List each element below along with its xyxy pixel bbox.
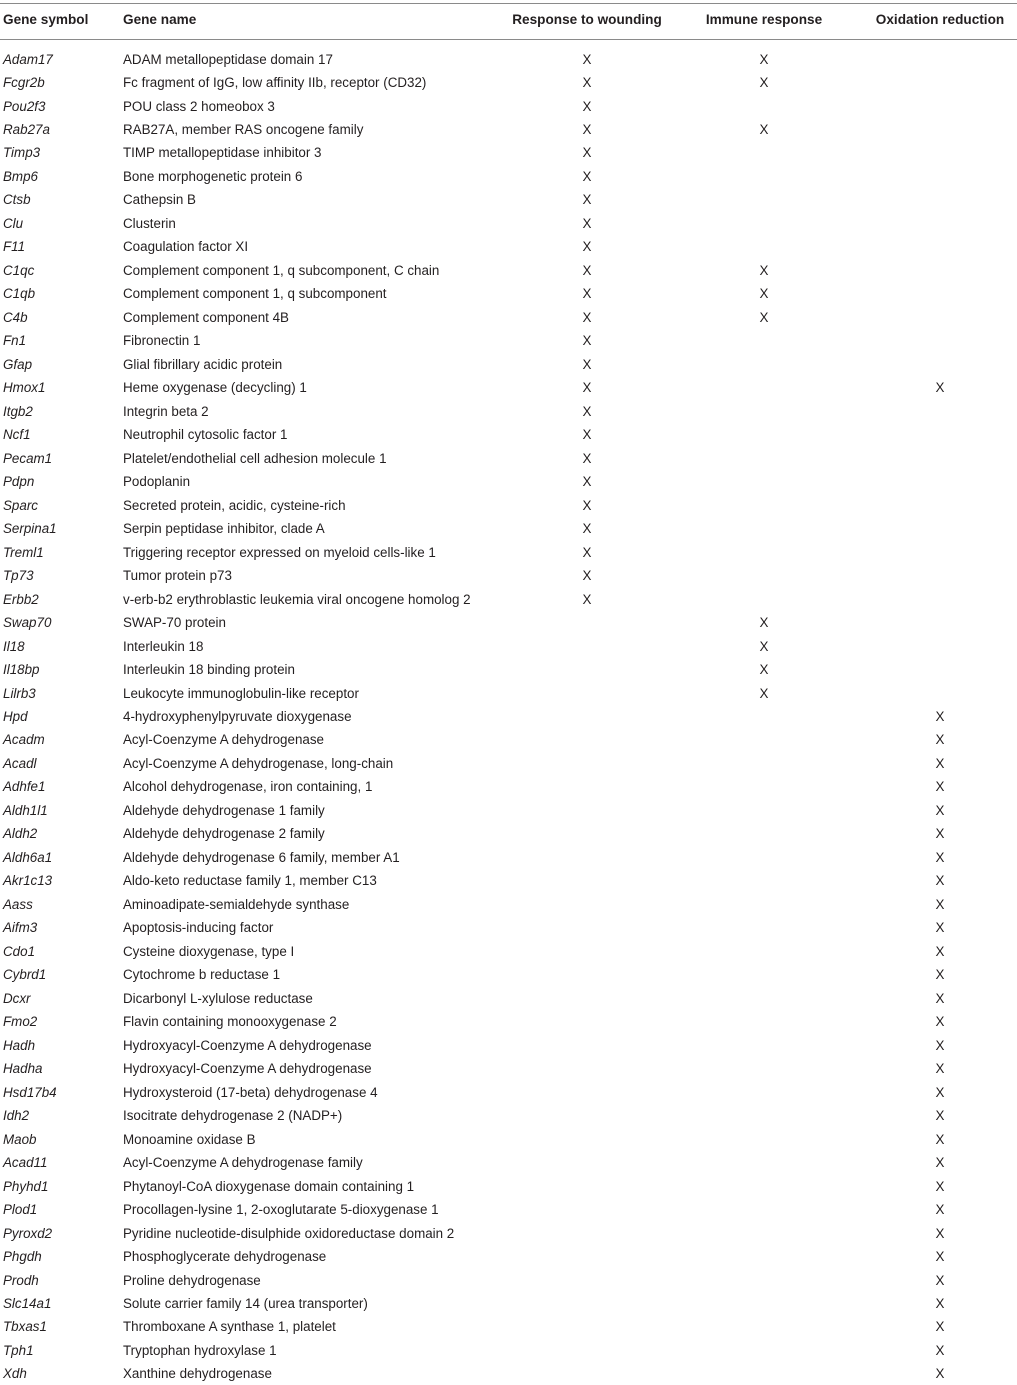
response-to-wounding-mark: X (582, 215, 592, 231)
response-to-wounding-mark: X (582, 286, 592, 302)
gene-name: Fc fragment of IgG, low affinity IIb, receptor (CD32) (123, 75, 427, 90)
table-row (0, 963, 1017, 986)
gene-symbol: C4b (3, 309, 28, 325)
table-row (0, 95, 1017, 118)
table-row (0, 611, 1017, 634)
gene-symbol: Idh2 (3, 1108, 30, 1124)
gene-symbol: Akr1c13 (3, 873, 53, 889)
gene-name: Flavin containing monooxygenase 2 (123, 1014, 337, 1030)
response-to-wounding-mark: X (582, 98, 592, 114)
oxidation-reduction-mark: X (935, 1319, 945, 1335)
gene-name: Interleukin 18 (123, 638, 204, 654)
table-row (0, 1151, 1017, 1174)
gene-symbol: Il18 (3, 638, 25, 654)
gene-symbol: Acadm (3, 732, 45, 748)
gene-name: TIMP metallopeptidase inhibitor 3 (123, 145, 322, 161)
gene-symbol: Swap70 (3, 615, 52, 630)
immune-response-mark: X (759, 75, 769, 90)
gene-name: Aldehyde dehydrogenase 1 family (123, 802, 325, 818)
gene-symbol: Pyroxd2 (3, 1225, 53, 1241)
gene-name: Cytochrome b reductase 1 (123, 967, 281, 983)
gene-name: Clusterin (123, 215, 176, 231)
response-to-wounding-mark: X (582, 521, 592, 537)
table-row (0, 282, 1017, 305)
gene-symbol: Aldh1l1 (3, 802, 48, 818)
oxidation-reduction-mark: X (935, 943, 945, 959)
table-row (0, 447, 1017, 470)
gene-symbol: Phgdh (3, 1249, 42, 1264)
gene-symbol: Aifm3 (3, 920, 38, 936)
table-row (0, 353, 1017, 376)
response-to-wounding-mark: X (582, 121, 592, 137)
oxidation-reduction-mark: X (935, 1295, 945, 1311)
oxidation-reduction-mark: X (935, 732, 945, 748)
table-row (0, 306, 1017, 329)
header-immune-response: Immune response (705, 12, 823, 27)
gene-symbol: Acad11 (3, 1155, 48, 1171)
gene-symbol: Slc14a1 (3, 1295, 52, 1311)
response-to-wounding-mark: X (582, 450, 592, 466)
table-row (0, 1292, 1017, 1315)
gene-symbol: Tph1 (3, 1342, 34, 1358)
oxidation-reduction-mark: X (935, 380, 945, 396)
table-row (0, 635, 1017, 658)
gene-name: Acyl-Coenzyme A dehydrogenase (123, 732, 324, 748)
response-to-wounding-mark: X (582, 380, 592, 396)
table-row (0, 118, 1017, 141)
gene-name: Cysteine dioxygenase, type I (123, 943, 295, 959)
gene-name: Apoptosis-inducing factor (123, 920, 274, 936)
table-row (0, 423, 1017, 446)
gene-name: Neutrophil cytosolic factor 1 (123, 427, 288, 443)
table-row (0, 1034, 1017, 1057)
table-row (0, 329, 1017, 352)
gene-name: Tryptophan hydroxylase 1 (123, 1342, 277, 1358)
oxidation-reduction-mark: X (935, 779, 945, 795)
table-row (0, 1222, 1017, 1245)
gene-name: Thromboxane A synthase 1, platelet (123, 1319, 336, 1335)
table-row (0, 494, 1017, 517)
oxidation-reduction-mark: X (935, 849, 945, 865)
immune-response-mark: X (759, 615, 769, 630)
oxidation-reduction-mark: X (935, 1342, 945, 1358)
gene-name: Triggering receptor expressed on myeloid cells-like 1 (123, 544, 436, 560)
oxidation-reduction-mark: X (935, 1366, 945, 1382)
table-row (0, 564, 1017, 587)
gene-name: Xanthine dehydrogenase (123, 1366, 272, 1382)
table-row (0, 893, 1017, 916)
header-gene-symbol: Gene symbol (3, 12, 89, 27)
table-row (0, 728, 1017, 751)
table-row (0, 1269, 1017, 1292)
gene-symbol: Hadh (3, 1037, 36, 1053)
table-row (0, 1010, 1017, 1033)
table-row (0, 799, 1017, 822)
gene-symbol: Dcxr (3, 990, 31, 1006)
table-row (0, 916, 1017, 939)
oxidation-reduction-mark: X (935, 1155, 945, 1171)
response-to-wounding-mark: X (582, 262, 592, 278)
oxidation-reduction-mark: X (935, 1014, 945, 1030)
gene-name: Heme oxygenase (decycling) 1 (123, 380, 307, 396)
gene-name: Integrin beta 2 (123, 403, 209, 419)
response-to-wounding-mark: X (582, 168, 592, 184)
immune-response-mark: X (759, 685, 769, 701)
oxidation-reduction-mark: X (935, 1131, 945, 1147)
gene-name: Podoplanin (123, 474, 191, 490)
gene-symbol: Maob (3, 1131, 37, 1147)
response-to-wounding-mark: X (582, 239, 592, 255)
response-to-wounding-mark: X (582, 192, 592, 208)
oxidation-reduction-mark: X (935, 755, 945, 771)
table-row (0, 259, 1017, 282)
gene-name: Leukocyte immunoglobulin-like receptor (123, 685, 359, 701)
gene-symbol: Cybrd1 (3, 967, 47, 983)
gene-name: Secreted protein, acidic, cysteine-rich (123, 497, 346, 513)
gene-name: Proline dehydrogenase (123, 1272, 261, 1288)
oxidation-reduction-mark: X (935, 1084, 945, 1100)
response-to-wounding-mark: X (582, 75, 592, 90)
table-row (0, 517, 1017, 540)
gene-name: Tumor protein p73 (123, 568, 232, 584)
table-row (0, 1175, 1017, 1198)
table-row (0, 822, 1017, 845)
table-row (0, 775, 1017, 798)
gene-name: v-erb-b2 erythroblastic leukemia viral oncogene homolog 2 (123, 591, 471, 607)
oxidation-reduction-mark: X (935, 1272, 945, 1288)
table-row (0, 400, 1017, 423)
oxidation-reduction-mark: X (935, 826, 945, 842)
gene-name: Aldo-keto reductase family 1, member C13 (123, 873, 377, 889)
gene-name: Solute carrier family 14 (urea transporter) (123, 1295, 368, 1311)
table-row (0, 1198, 1017, 1221)
gene-symbol: Ncf1 (3, 427, 31, 443)
gene-symbol: Serpina1 (3, 521, 57, 537)
immune-response-mark: X (759, 638, 769, 654)
gene-symbol: Bmp6 (3, 168, 38, 184)
table-row (0, 235, 1017, 258)
gene-symbol: Pecam1 (3, 450, 53, 466)
gene-symbol: Timp3 (3, 145, 41, 161)
immune-response-mark: X (759, 262, 769, 278)
gene-symbol: Adhfe1 (3, 779, 46, 795)
gene-symbol: Sparc (3, 497, 38, 513)
gene-name: Alcohol dehydrogenase, iron containing, 1 (123, 779, 373, 795)
response-to-wounding-mark: X (582, 568, 592, 584)
response-to-wounding-mark: X (582, 427, 592, 443)
gene-name: Complement component 1, q subcomponent (123, 286, 387, 302)
gene-symbol: Hsd17b4 (3, 1084, 57, 1100)
header-oxidation-reduction: Oxidation reduction (875, 12, 1005, 27)
table-header-rule (0, 39, 1017, 40)
gene-symbol: Aldh2 (3, 826, 38, 842)
table-row (0, 1339, 1017, 1362)
gene-name: Serpin peptidase inhibitor, clade A (123, 521, 325, 537)
response-to-wounding-mark: X (582, 145, 592, 161)
response-to-wounding-mark: X (582, 497, 592, 513)
gene-name: 4-hydroxyphenylpyruvate dioxygenase (123, 708, 352, 724)
gene-symbol: Fmo2 (3, 1014, 38, 1030)
gene-symbol: Plod1 (3, 1202, 38, 1217)
header-gene-name: Gene name (123, 12, 197, 27)
gene-name: Aldehyde dehydrogenase 2 family (123, 826, 325, 842)
gene-name: Acyl-Coenzyme A dehydrogenase, long-chain (123, 755, 394, 771)
header-response-to-wounding: Response to wounding (512, 12, 662, 27)
oxidation-reduction-mark: X (935, 1108, 945, 1124)
gene-symbol: Cdo1 (3, 943, 36, 959)
gene-symbol: Fn1 (3, 333, 27, 349)
response-to-wounding-mark: X (582, 474, 592, 490)
gene-name: Hydroxysteroid (17-beta) dehydrogenase 4 (123, 1084, 378, 1100)
table-row (0, 212, 1017, 235)
table-row (0, 141, 1017, 164)
gene-name: Pyridine nucleotide-disulphide oxidoreductase domain 2 (123, 1225, 455, 1241)
table-row (0, 1245, 1017, 1268)
oxidation-reduction-mark: X (935, 1225, 945, 1241)
oxidation-reduction-mark: X (935, 1249, 945, 1264)
gene-name: Interleukin 18 binding protein (123, 662, 295, 677)
table-row (0, 1104, 1017, 1127)
gene-symbol: Aass (3, 896, 33, 912)
gene-name: SWAP-70 protein (123, 615, 226, 630)
gene-symbol: Lilrb3 (3, 685, 36, 701)
oxidation-reduction-mark: X (935, 1061, 945, 1077)
table-row (0, 987, 1017, 1010)
oxidation-reduction-mark: X (935, 708, 945, 724)
table-row (0, 752, 1017, 775)
gene-name: RAB27A, member RAS oncogene family (123, 121, 364, 137)
gene-symbol: F11 (3, 239, 26, 255)
gene-symbol: Adam17 (3, 51, 53, 67)
table-row (0, 588, 1017, 611)
gene-name: Phosphoglycerate dehydrogenase (123, 1249, 327, 1264)
table-row (0, 188, 1017, 211)
oxidation-reduction-mark: X (935, 1178, 945, 1194)
gene-symbol: Fcgr2b (3, 75, 45, 90)
table-header-row (0, 8, 1017, 31)
table-row (0, 1057, 1017, 1080)
gene-name: Procollagen-lysine 1, 2-oxoglutarate 5-dioxygenase 1 (123, 1202, 439, 1217)
gene-name: POU class 2 homeobox 3 (123, 98, 275, 114)
immune-response-mark: X (759, 309, 769, 325)
gene-symbol: Gfap (3, 356, 33, 372)
gene-name: Bone morphogenetic protein 6 (123, 168, 303, 184)
response-to-wounding-mark: X (582, 544, 592, 560)
gene-symbol: Tp73 (3, 568, 34, 584)
gene-symbol: C1qb (3, 286, 36, 302)
immune-response-mark: X (759, 51, 769, 67)
gene-symbol: Itgb2 (3, 403, 33, 419)
oxidation-reduction-mark: X (935, 802, 945, 818)
gene-name: ADAM metallopeptidase domain 17 (123, 51, 333, 67)
table-row (0, 1362, 1017, 1385)
gene-name: Aminoadipate-semialdehyde synthase (123, 896, 350, 912)
table-row (0, 71, 1017, 94)
gene-symbol: Acadl (3, 755, 37, 771)
gene-symbol: Treml1 (3, 544, 44, 560)
gene-name: Hydroxyacyl-Coenzyme A dehydrogenase (123, 1061, 372, 1077)
table-row (0, 1128, 1017, 1151)
gene-name: Platelet/endothelial cell adhesion molecule 1 (123, 450, 387, 466)
oxidation-reduction-mark: X (935, 990, 945, 1006)
immune-response-mark: X (759, 121, 769, 137)
gene-symbol: Erbb2 (3, 591, 39, 607)
gene-name: Complement component 4B (123, 309, 289, 325)
response-to-wounding-mark: X (582, 333, 592, 349)
gene-name: Dicarbonyl L-xylulose reductase (123, 990, 313, 1006)
gene-name: Glial fibrillary acidic protein (123, 356, 283, 372)
gene-name: Hydroxyacyl-Coenzyme A dehydrogenase (123, 1037, 372, 1053)
immune-response-mark: X (759, 286, 769, 302)
response-to-wounding-mark: X (582, 356, 592, 372)
gene-symbol: Hmox1 (3, 380, 46, 396)
gene-symbol: C1qc (3, 262, 35, 278)
oxidation-reduction-mark: X (935, 1037, 945, 1053)
gene-symbol: Rab27a (3, 121, 50, 137)
gene-name: Phytanoyl-CoA dioxygenase domain containing 1 (123, 1178, 415, 1194)
oxidation-reduction-mark: X (935, 896, 945, 912)
gene-name: Monoamine oxidase B (123, 1131, 256, 1147)
oxidation-reduction-mark: X (935, 920, 945, 936)
gene-symbol: Pou2f3 (3, 98, 46, 114)
table-row (0, 869, 1017, 892)
gene-name: Aldehyde dehydrogenase 6 family, member A1 (123, 849, 400, 865)
gene-name: Cathepsin B (123, 192, 196, 208)
gene-symbol: Hadha (3, 1061, 43, 1077)
gene-symbol: Tbxas1 (3, 1319, 47, 1335)
table-row (0, 376, 1017, 399)
gene-symbol: Aldh6a1 (3, 849, 53, 865)
gene-name: Complement component 1, q subcomponent, C chain (123, 262, 440, 278)
gene-symbol: Xdh (3, 1366, 27, 1382)
gene-name: Acyl-Coenzyme A dehydrogenase family (123, 1155, 363, 1171)
table-row (0, 940, 1017, 963)
table-row (0, 541, 1017, 564)
gene-symbol: Prodh (3, 1272, 39, 1288)
gene-name: Fibronectin 1 (123, 333, 201, 349)
oxidation-reduction-mark: X (935, 1202, 945, 1217)
table-row (0, 705, 1017, 728)
table-row (0, 470, 1017, 493)
gene-symbol: Phyhd1 (3, 1178, 49, 1194)
response-to-wounding-mark: X (582, 403, 592, 419)
table-top-rule (0, 3, 1017, 4)
table-row (0, 165, 1017, 188)
gene-symbol: Pdpn (3, 474, 35, 490)
response-to-wounding-mark: X (582, 51, 592, 67)
table-row (0, 658, 1017, 681)
table-row (0, 1081, 1017, 1104)
immune-response-mark: X (759, 662, 769, 677)
table-row (0, 846, 1017, 869)
gene-name: Isocitrate dehydrogenase 2 (NADP+) (123, 1108, 343, 1124)
gene-symbol: Clu (3, 215, 24, 231)
table-row (0, 682, 1017, 705)
oxidation-reduction-mark: X (935, 967, 945, 983)
gene-symbol: Ctsb (3, 192, 31, 208)
response-to-wounding-mark: X (582, 309, 592, 325)
oxidation-reduction-mark: X (935, 873, 945, 889)
gene-symbol: Il18bp (3, 662, 40, 677)
response-to-wounding-mark: X (582, 591, 592, 607)
gene-symbol: Hpd (3, 708, 28, 724)
table-row (0, 48, 1017, 71)
table-row (0, 1315, 1017, 1338)
gene-name: Coagulation factor XI (123, 239, 249, 255)
